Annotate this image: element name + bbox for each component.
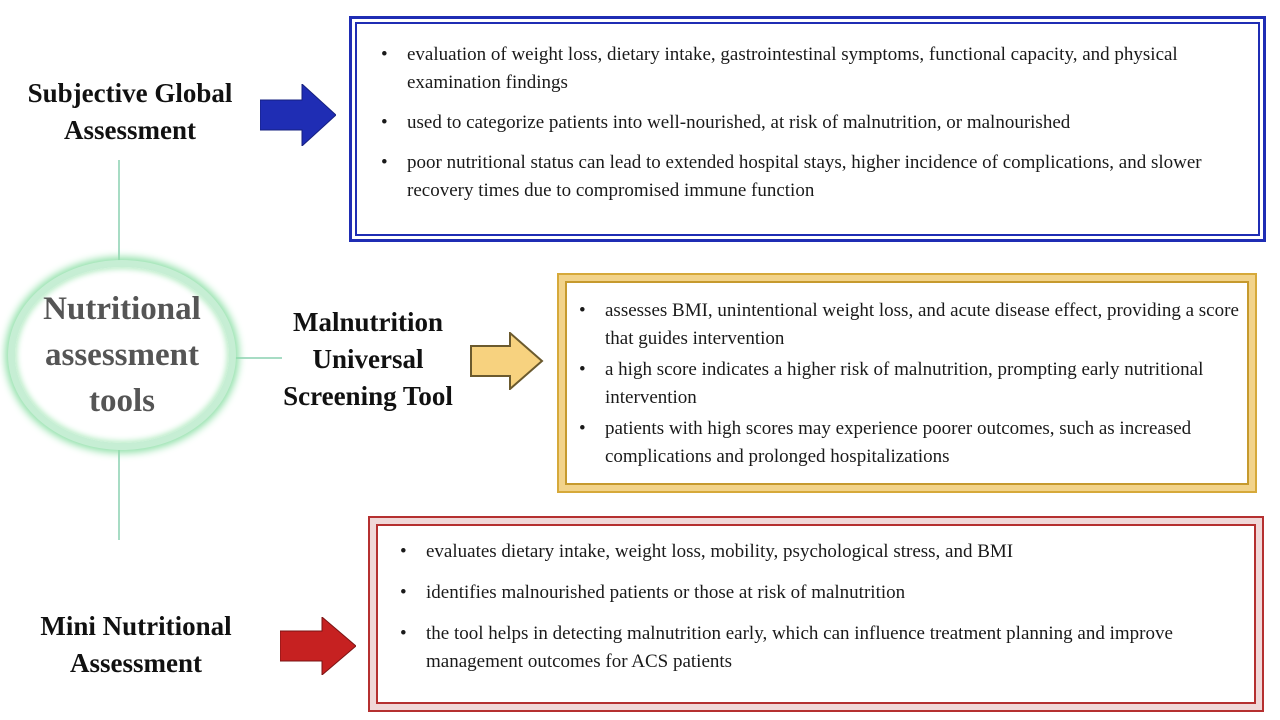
- info-box-sga: [349, 16, 1266, 242]
- info-box-must: [557, 273, 1257, 493]
- mna-point-1: • evaluates dietary intake, weight loss, mobility, psychological stress, and BMI: [426, 538, 1244, 566]
- arrow-right-icon-blue: [260, 84, 336, 146]
- sga-point-1: • evaluation of weight loss, dietary intake, gastrointestinal symptoms, functional capacity, and physical examination findings: [407, 41, 1243, 97]
- bullet-icon: •: [400, 623, 407, 644]
- central-topic-label: Nutritional assessment tools: [43, 291, 201, 419]
- connector-vertical-bottom: [118, 450, 120, 540]
- must-point-2: • a high score indicates a higher risk of malnutrition, prompting early nutritional intervention: [605, 356, 1239, 412]
- tool-label-sga: Subjective Global Assessment: [27, 78, 233, 145]
- bullet-icon: •: [579, 418, 586, 439]
- tool-label-mna: Mini Nutritional Assessment: [40, 611, 232, 678]
- mna-point-2: • identifies malnourished patients or those at risk of malnutrition: [426, 579, 1244, 607]
- sga-point-list: [381, 41, 1243, 205]
- info-box-mna: [368, 516, 1264, 712]
- bullet-icon: •: [400, 582, 407, 603]
- connector-vertical-top: [118, 160, 120, 264]
- sga-point-3: • poor nutritional status can lead to extended hospital stays, higher incidence of complications, and slower recovery times due to compromised immune function: [407, 149, 1243, 205]
- central-topic-circle: [8, 260, 236, 450]
- must-point-1: • assesses BMI, unintentional weight loss, and acute disease effect, providing a score that guides intervention: [605, 297, 1239, 353]
- must-point-3: • patients with high scores may experience poorer outcomes, such as increased complications and prolonged hospitalizations: [605, 415, 1239, 471]
- bullet-icon: •: [579, 300, 586, 321]
- arrow-right-icon-gold: [470, 332, 544, 390]
- must-point-list: [579, 297, 1239, 471]
- sga-point-2: • used to categorize patients into well-nourished, at risk of malnutrition, or malnourished: [407, 109, 1243, 137]
- bullet-icon: •: [381, 152, 388, 173]
- mna-point-list: [400, 538, 1244, 676]
- bullet-icon: •: [381, 112, 388, 133]
- bullet-icon: •: [381, 44, 388, 65]
- arrow-right-icon-red: [280, 617, 356, 675]
- mna-point-3: • the tool helps in detecting malnutrition early, which can influence treatment planning and improve management outcomes for ACS patients: [426, 620, 1244, 676]
- tool-label-must: Malnutrition Universal Screening Tool: [283, 307, 453, 411]
- bullet-icon: •: [579, 359, 586, 380]
- bullet-icon: •: [400, 541, 407, 562]
